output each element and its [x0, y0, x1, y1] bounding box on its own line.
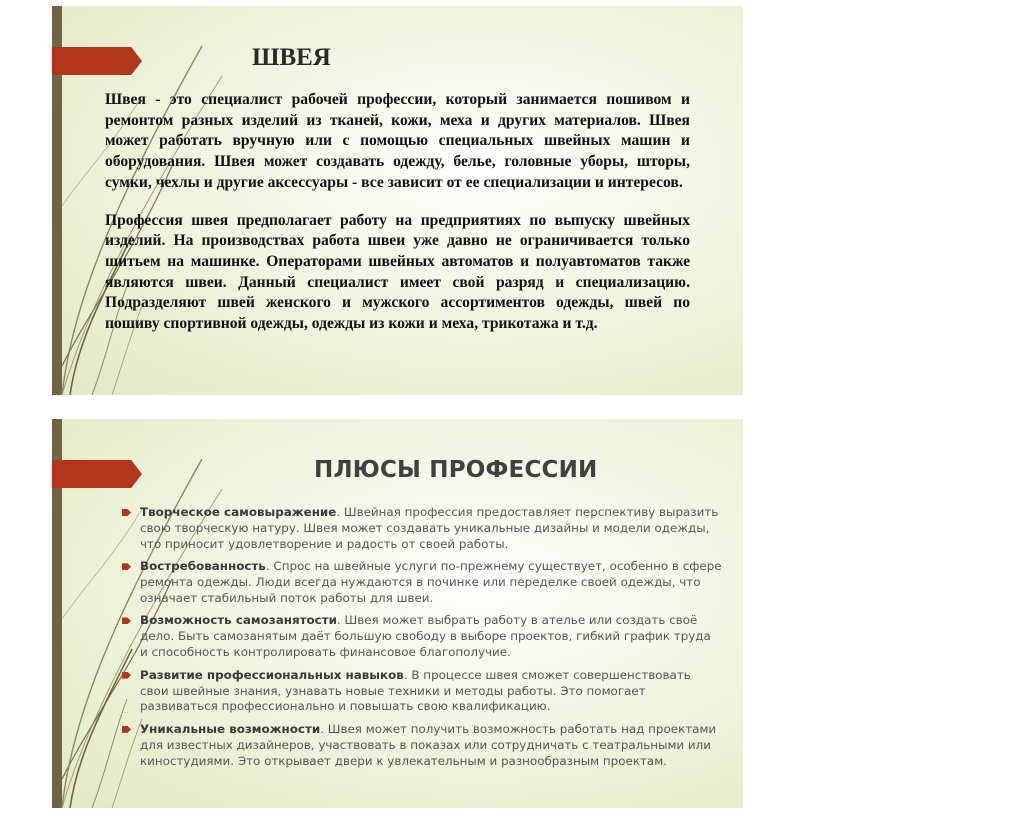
- bullet-text: . Швея может выбрать работу в ателье или создать своё дело. Быть самозанятым даёт большую свободу в выборе проектов, гибкий график труда и способность контролировать финансовое благополучие.: [140, 613, 711, 660]
- slide-profession-pluses: [52, 419, 743, 808]
- title-flag: [52, 460, 142, 488]
- bullet-text: . Спрос на швейные услуги по-прежнему существует, особенно в сфере ремонта одежды. Люди всегда нуждаются в починке или переделке своей одежды, что означает стабильный поток работы для швеи.: [140, 559, 722, 606]
- bullet-text: . В процессе швея сможет совершенствовать свои швейные знания, узнавать новые техники и методы работы. Это помогает развиваться профессионально и повышать свою квалификацию.: [140, 667, 691, 714]
- bullet-text: . Швейная профессия предоставляет перспективу выразить свою творческую натуру. Швея может создавать уникальные дизайны и модели одежды, что приносит удовлетворение и радость от своей работы.: [140, 505, 719, 551]
- list-item: [122, 668, 722, 716]
- bullet-heading: Развитие профессиональных навыков: [140, 667, 404, 682]
- slide-title: ШВЕЯ: [252, 44, 331, 71]
- bullet-heading: Творческое самовыражение: [140, 505, 337, 519]
- bullet-arrow-icon: [122, 509, 131, 516]
- bullet-arrow-icon: [122, 617, 131, 624]
- paragraph: Швея - это специалист рабочей профессии, который занимается пошивом и ремонтом разных изделий из тканей, кожи, меха и других материалов. Швея может работать вручную или с помощью специальных швейных машин и оборудования. Швея может создавать одежду, белье, головные уборы, шторы, сумки, чехлы и другие аксессуары - все зависит от ее специализации и интересов.: [105, 91, 690, 191]
- bullet-text: . Швея может получить возможность работать над проектами для известных дизайнеров, участвовать в показах или сотрудничать с театральными или киностудиями. Это открывает двери к увлекательным и разнообразным проектам.: [140, 721, 717, 768]
- bullet-arrow-icon: [122, 563, 131, 570]
- bullet-heading: Востребованность: [140, 559, 266, 574]
- bullet-arrow-icon: [122, 726, 131, 733]
- bullet-list: [122, 505, 722, 776]
- slide-title: ПЛЮСЫ ПРОФЕССИИ: [314, 457, 598, 483]
- paragraph: Профессия швея предполагает работу на предприятиях по выпуску швейных изделий. На производствах работа швеи уже давно не ограничивается только шитьем на машинке. Операторами швейных автоматов и полуавтоматов также являются швеи. Данный специалист имеет свой разряд и специализацию. Подразделяют швей женского и мужского ассортиментов одежды, швей по пошиву спортивной одежды, одежды из кожи и меха, трикотажа и т.д.: [105, 211, 690, 333]
- list-item: [122, 722, 722, 770]
- bullet-arrow-icon: [122, 672, 131, 679]
- bullet-heading: Возможность самозанятости: [140, 613, 337, 628]
- slide-body: [105, 90, 690, 352]
- list-item: [122, 613, 722, 661]
- bullet-heading: Уникальные возможности: [140, 721, 321, 736]
- slide-shveya: [52, 6, 743, 395]
- list-item: [122, 559, 722, 607]
- list-item: [122, 505, 722, 553]
